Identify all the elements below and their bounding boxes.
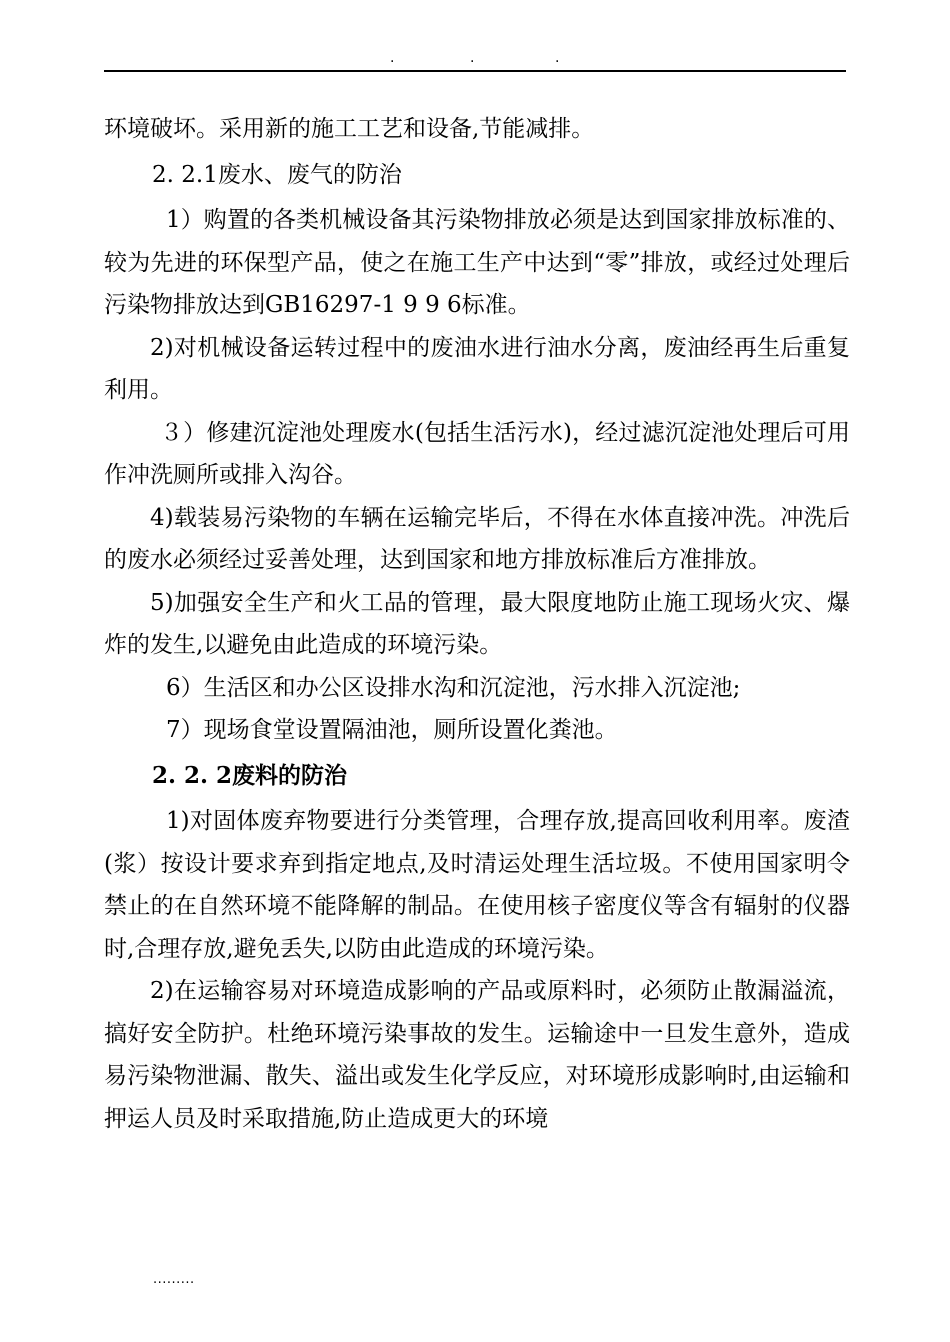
- header-rule: [104, 70, 846, 72]
- paragraph-waste-1: 1)对固体废弃物要进行分类管理，合理存放,提高回收利用率。废渣(浆）按设计要求弃到指定地点,及时清运处理生活垃圾。不使用国家明令禁止的在自然环境不能降解的制品。在使用核子密度仪等含有辐射的仪器时,合理存放,避免丢失,以防由此造成的环境污染。: [104, 808, 850, 962]
- header-dot: .: [470, 50, 475, 66]
- paragraph-item-6: 6）生活区和办公区设排水沟和沉淀池，污水排入沉淀池;: [166, 674, 741, 701]
- paragraph-waste-2: 2)在运输容易对环境造成影响的产品或原料时，必须防止散漏溢流，搞好安全防护。杜绝环境污染事故的发生。运输途中一旦发生意外，造成易污染物泄漏、散失、溢出或发生化学反应，对环境形成影响时,由运输和押运人员及时采取措施,防止造成更大的环境: [104, 978, 850, 1132]
- section-heading-2-2-1: 2. 2.1废水、废气的防治: [152, 161, 402, 188]
- paragraph-item-1: 1）购置的各类机械设备其污染物排放必须是达到国家排放标准的、较为先进的环保型产品，使之在施工生产中达到“零”排放，或经过处理后污染物排放达到GB16297-1 9 9 6标准。: [104, 207, 850, 318]
- paragraph-intro: 环境破坏。采用新的施工工艺和设备,节能减排。: [104, 116, 595, 142]
- paragraph-item-5: 5)加强安全生产和火工品的管理，最大限度地防止施工现场火灾、爆炸的发生,以避免由此造成的环境污染。: [104, 589, 850, 658]
- header-dot: .: [555, 50, 560, 66]
- paragraph-item-2: 2)对机械设备运转过程中的废油水进行油水分离，废油经再生后重复利用。: [104, 334, 850, 403]
- header-dot: .: [390, 50, 395, 66]
- footer-dots: .........: [153, 1272, 195, 1287]
- paragraph-item-4: 4)载装易污染物的车辆在运输完毕后，不得在水体直接冲洗。冲洗后的废水必须经过妥善处理，达到国家和地方排放标准后方准排放。: [104, 504, 850, 573]
- document-body: [104, 108, 850, 1140]
- section-heading-2-2-2: 2. 2. 2废料的防治: [152, 761, 348, 789]
- paragraph-item-3: ３）修建沉淀池处理废水(包括生活污水)，经过滤沉淀池处理后可用作冲洗厕所或排入沟谷。: [104, 419, 850, 488]
- paragraph-item-7: 7）现场食堂设置隔油池，厕所设置化粪池。: [166, 717, 618, 743]
